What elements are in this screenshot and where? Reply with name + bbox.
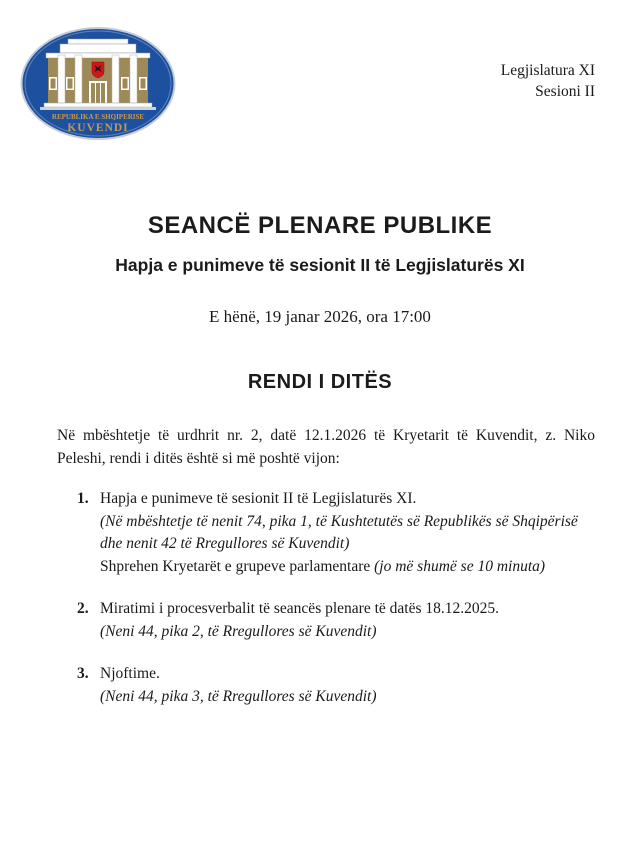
agenda-intro: Në mbështetje të urdhrit nr. 2, datë 12.1.2026 të Kryetarit të Kuvendit, z. Niko Peleshi, rendi i ditës është si më poshtë vijon: bbox=[57, 427, 595, 467]
agenda-item-number: 2. bbox=[77, 600, 89, 617]
agenda-item bbox=[77, 663, 595, 708]
agenda-item-body bbox=[100, 598, 595, 643]
session-label: Sesioni II bbox=[535, 83, 595, 100]
legislature-session-block bbox=[501, 60, 595, 102]
agenda-list bbox=[77, 488, 595, 708]
agenda-item bbox=[77, 488, 595, 578]
agenda-item-note: (Neni 44, pika 3, të Rregullores së Kuvendit) bbox=[100, 687, 377, 705]
agenda-item-note: (Në mbështetje të nenit 74, pika 1, të Kushtetutës së Republikës së Shqipërisë dhe nenit 42 të Rregullores së Kuvendit) bbox=[100, 512, 578, 552]
agenda-item-number: 1. bbox=[77, 490, 89, 507]
logo-text-line1: REPUBLIKA E SHQIPERISE bbox=[51, 113, 145, 121]
logo-text-line2: KUVENDI bbox=[67, 122, 129, 134]
kuvendi-logo-emblem bbox=[20, 27, 176, 140]
agenda-item bbox=[77, 598, 595, 643]
agenda-item-text: Njoftime. bbox=[100, 665, 160, 682]
agenda-item-body bbox=[100, 663, 595, 708]
session-datetime: E hënë, 19 janar 2026, ora 17:00 bbox=[209, 307, 431, 326]
agenda-item-extra-note: (jo më shumë se 10 minuta) bbox=[374, 557, 546, 575]
agenda-item-extra bbox=[100, 556, 595, 579]
agenda-item-text: Miratimi i procesverbalit të seancës plenare të datës 18.12.2025. bbox=[100, 600, 499, 617]
kuvendi-logo bbox=[20, 27, 176, 140]
page-title: SEANCË PLENARE PUBLIKE bbox=[147, 212, 493, 239]
agenda-item-extra-text: Shprehen Kryetarët e grupeve parlamentare bbox=[100, 557, 375, 575]
agenda-item-number: 3. bbox=[77, 665, 89, 682]
agenda-heading: RENDI I DITËS bbox=[247, 371, 393, 393]
document-header bbox=[0, 0, 640, 160]
page-subtitle: Hapja e punimeve të sesionit II të Legjislaturës XI bbox=[115, 255, 525, 275]
agenda-item-note: (Neni 44, pika 2, të Rregullores së Kuvendit) bbox=[100, 622, 377, 640]
agenda-item-body bbox=[100, 488, 595, 578]
agenda-item-text: Hapja e punimeve të sesionit II të Legjislaturës XI. bbox=[100, 490, 417, 507]
legislature-label: Legjislatura XI bbox=[500, 62, 595, 79]
